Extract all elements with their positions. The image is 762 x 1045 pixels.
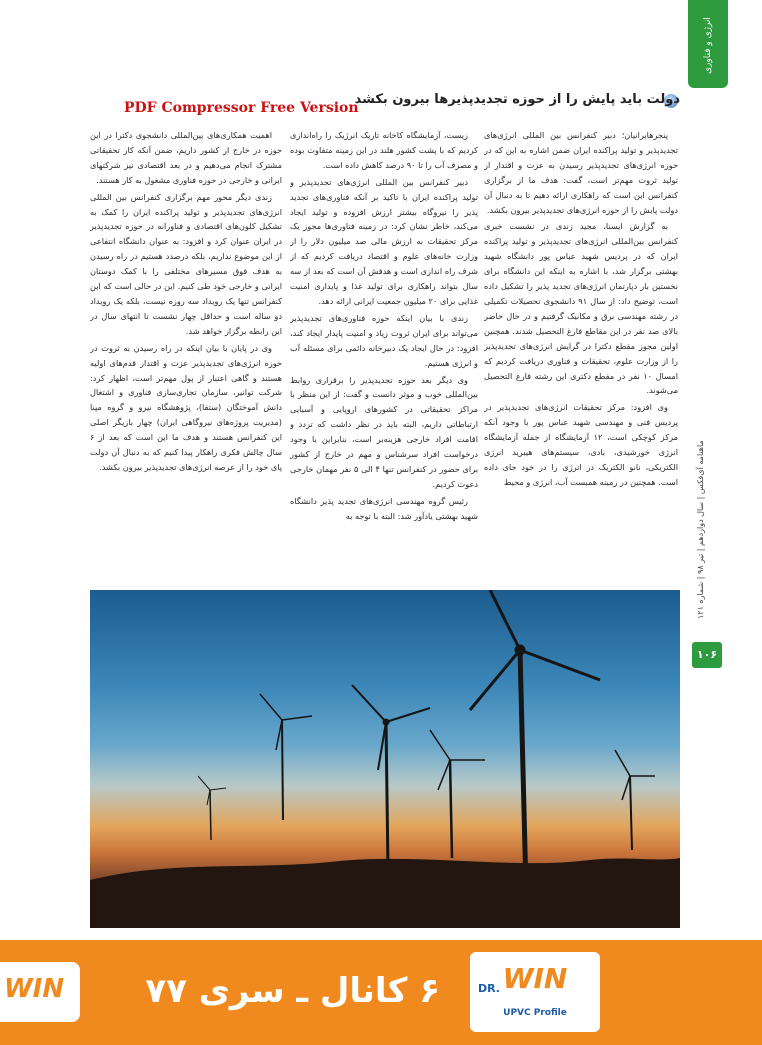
logo-prefix: DR. [478,982,500,995]
paragraph: پنجرهایرانیان؛ دبیر کنفرانس بین المللی انرژی‌های تجدیدپذیر و تولید پراکنده ایران ضمن اشاره به این که در حوزه انرژی‌های تجدیدپذیر رسیدن به عزت و اقتدار از تولید ثروت مهم‌تر است، گفت: هدف ما از برگزاری کنفرانس این است که راهکاری ارائه دهیم تا به دنبال آن دولت پایش را از حوزه انرژی‌های تجدیدپذیر بیرون بکشد. [484,130,678,215]
drwin-logo [470,952,600,1032]
paragraph: وی در پایان با بیان اینکه در راه رسیدن به ثروت در حوزه انرژی‌های تجدیدپذیر عزت و اقتدار قدم‌های اولیه هستند و گاهی اعتبار از پول مهم‌تر است، اظهار کرد: شرکت توانیر، سازمان تجاری‌سازی فناوری و اشتغال دانش آموختگان (ستفا)، پژوهشگاه نیرو و گروه مپنا (مدیریت پروژه‌های نیروگاهی ایران) چهار بازیگر اصلی این کنفرانس هستند و هدف ما این است که بعد از ۶ سال چالش فکری راهکار پیدا کنیم که به دنبال آن دولت پای خود را از عرصه انرژی‌های تجدیدپذیر بیرون بکشد. [90,342,282,472]
paragraph: به گزارش ایسنا، مجید زندی در نشست خبری کنفرانس بین‌المللی انرژی‌های تجدیدپذیر و تولید پراکنده ایران که در پردیس شهید عباس پور دانشگاه شهید بهشتی برگزار شد، با اشاره به اینکه این دانشگاه برای نخستین بار دپارتمان انرژی‌های تجدید پذیر را تشکیل داده است، توضیح داد: از سال ۹۱ دانشجوی تحصیلات تکمیلی در رشته مهندسی برق و مکانیک گرفتیم و در حال حاضر بالای صد نفر در این مقاطع فارغ التحصیل شدند. همچنین اولین مجوز مقطع دکترا در گرایش انرژی‌های تجدیدپذیر را از وزارت علوم، تحقیقات و فناوری دریافت کردیم که امسال ۱۰ نفر در مقطع دکتری این رشته فارغ التحصیل می‌شوند. [484,221,678,396]
section-tab [688,0,728,88]
text-column-left [90,128,282,580]
paragraph: رئیس گروه مهندسی انرژی‌های تجدید پذیر دانشگاه شهید بهشتی یادآور شد: البته با توجه به [290,495,478,521]
paragraph: دبیر کنفرانس بین المللی انرژی‌های تجدیدپذیر و تولید پراکنده ایران با تاکید بر آنکه فناوری‌های تجدید پذیر را نیروگاه بیشتر ارزش افزوده و تولید ایجاد می‌کند، خاطر نشان کرد: در زمینه فناوری‌ها مجوز یک مرکز تحقیقات به ارزش مالی صد میلیون دلار را از وزارت خانه‌های علوم و اقتصاد دریافت کردیم که از شرف راه اندازی است و هدفش آن است که بعد از سه سال بتواند راهکاری برای تولید غذا و پایداری امنیت غذایی برای ۲۰ میلیون جمعیت ایرانی ارائه دهد. [290,176,478,306]
paragraph: زندی دیگر محور مهم برگزاری کنفرانس بین المللی انرژی‌های تجدیدپذیر و تولید پراکنده ایران را کمک به تشکیل کلون‌های اقتصادی و فناورانه در حوزه تجدیدپذیر در ایران عنوان کرد و افزود: به عنوان دانشگاه انتفاعی از این موضوع نداریم، بلکه درصدد هستیم در راه رسیدن به هدف فوق مسیرهای مختلفی را با کمک دوستان ایرانی و خارجی خود طی کنیم. این در حالی است که این کنفرانس تنها یک رویداد سه روزه نیست، بلکه یک رویداد دو ساله است و حداقل چهار نشست تا انتهای سال در این رابطه برگزار خواهد شد. [90,191,282,336]
paragraph: زندی با بیان اینکه حوزه فناوری‌های تجدیدپذیر می‌تواند برای ایران ثروت زیاد و امنیت پایدار ایجاد کند، افزود: در حال ایجاد یک دبیرخانه دائمی برای مسئله آب و انرژی هستیم. [290,312,478,368]
text-column-right [484,128,678,580]
paragraph: وی افزود: مرکز تحقیقات انرژی‌های تجدیدپذیر در پردیس فنی و مهندسی شهید عباس پور با وجود آنکه مرکز کوچکی است، ۱۲ آزمایشگاه از جمله آزمایشگاه انرژی خورشیدی، بادی، سیستم‌های هیبرید انرژی الکتریکی، نانو الکتریک در انرژی را در خود جای داده است. همچنین در زمینه همبست آب، انرژی و محیط [484,402,678,487]
paragraph: زیست، آزمایشگاه کاخانه تاریک انرژیک را راه‌اندازی کردیم که با پشت کشور هلند در این زمینه متفاوت بوده و مصرف آب را تا ۹۰ درصد کاهش داده است. [290,130,478,170]
watermark: PDF Compressor Free Version [124,100,359,116]
paragraph: اهمیت همکاری‌های بین‌المللی دانشجوی دکترا در این حوزه در خارج از کشور داریم، ضمن آنکه کار تحقیقاتی مشترک انجام می‌دهیم و در بعد اقتصادی نیز شرکتهای ایرانی و خارجی در حوزه فناوری مشغول به کار هستند. [90,130,282,185]
paragraph: وی دیگر بعد حوزه تجدیدپذیر را برقراری روابط بین‌المللی خوب و موثر دانست و گفت: از این منظر با مراکز تحقیقاتی در کشورهای اروپایی و آسیایی ارتباطاتی داریم، البته باید در نظر داشت که تردد و اقامت افراد خارجی هزینه‌بر است، بنابراین با وجود درخواست افراد سرشناس و مهم در خارج از کشور برای حضور در کنفرانس تنها ۴ الی ۵ نفر مهمان خارجی دعوت کردیم. [290,374,478,489]
section-tab-label: انرژی و فناوری [703,17,713,75]
page-number: ۱۰۶ [692,642,722,668]
logo-subtitle: UPVC Profile [503,1008,567,1018]
logo-brand: WIN [502,962,568,995]
wind-turbines-photo [90,590,680,928]
issue-meta: ماهنامه آی‌فکس | سال دوازدهم | تیر ۹۸ | شماره ۱۲۱ [696,440,705,620]
brand-logo-left [0,962,80,1022]
text-column-middle [290,128,478,580]
brand-logo-left-text: WIN [4,974,65,1004]
article-title: دولت باید پایش را از حوزه تجدیدپذیرها بیرون بکشد [354,92,680,107]
wind-turbines-illustration [90,590,680,928]
banner-headline: ۶ کانال ـ سری ۷۷ [145,971,440,1011]
